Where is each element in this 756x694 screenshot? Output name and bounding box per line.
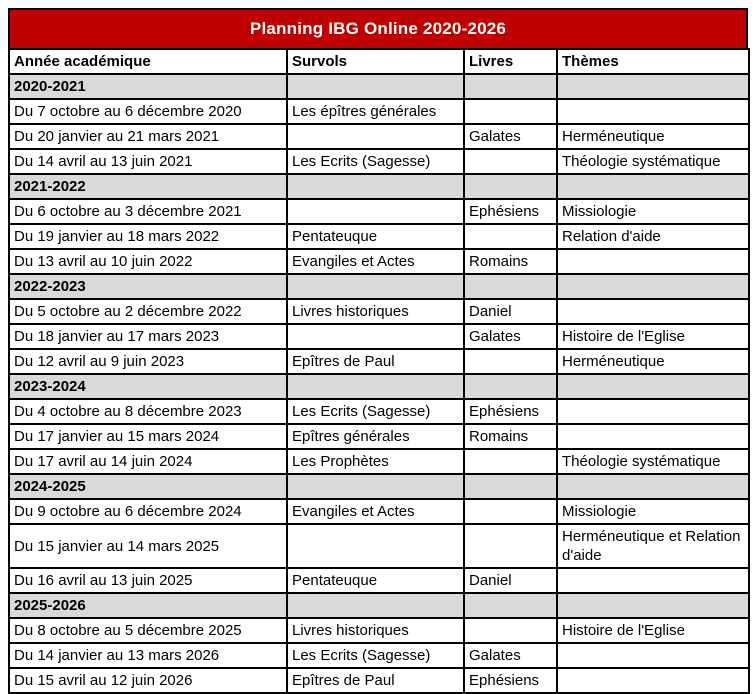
- col-header-annee-academique: Année académique: [9, 49, 287, 74]
- section-year-cell: 2020-2021: [9, 74, 287, 99]
- data-row: [9, 299, 749, 324]
- data-row: [9, 249, 749, 274]
- livre-cell: Ephésiens: [464, 399, 557, 424]
- livre-cell: [464, 149, 557, 174]
- table-title-bar: [8, 8, 748, 48]
- data-row: [9, 618, 749, 643]
- theme-cell: [557, 249, 749, 274]
- survol-cell: Evangiles et Actes: [287, 499, 464, 524]
- theme-cell: [557, 643, 749, 668]
- section-row: [9, 374, 749, 399]
- header-row: [9, 49, 749, 74]
- section-empty-cell: [464, 374, 557, 399]
- section-empty-cell: [557, 593, 749, 618]
- period-cell: Du 4 octobre au 8 décembre 2023: [9, 399, 287, 424]
- period-cell: Du 6 octobre au 3 décembre 2021: [9, 199, 287, 224]
- period-cell: Du 13 avril au 10 juin 2022: [9, 249, 287, 274]
- data-row: [9, 324, 749, 349]
- period-cell: Du 15 avril au 12 juin 2026: [9, 668, 287, 693]
- livre-cell: [464, 499, 557, 524]
- theme-cell: [557, 668, 749, 693]
- theme-cell: Théologie systématique: [557, 149, 749, 174]
- theme-cell: Relation d'aide: [557, 224, 749, 249]
- theme-cell: [557, 399, 749, 424]
- period-cell: Du 19 janvier au 18 mars 2022: [9, 224, 287, 249]
- survol-cell: Les Prophètes: [287, 449, 464, 474]
- period-cell: Du 12 avril au 9 juin 2023: [9, 349, 287, 374]
- section-year-cell: 2022-2023: [9, 274, 287, 299]
- data-row: [9, 124, 749, 149]
- period-cell: Du 17 janvier au 15 mars 2024: [9, 424, 287, 449]
- theme-cell: [557, 568, 749, 593]
- period-cell: Du 8 octobre au 5 décembre 2025: [9, 618, 287, 643]
- livre-cell: [464, 449, 557, 474]
- section-year-cell: 2023-2024: [9, 374, 287, 399]
- data-row: [9, 199, 749, 224]
- livre-cell: Galates: [464, 124, 557, 149]
- survol-cell: Epîtres de Paul: [287, 668, 464, 693]
- livre-cell: [464, 224, 557, 249]
- data-row: [9, 224, 749, 249]
- section-year-cell: 2021-2022: [9, 174, 287, 199]
- data-row: [9, 499, 749, 524]
- data-row: [9, 449, 749, 474]
- theme-cell: Missiologie: [557, 499, 749, 524]
- section-row: [9, 174, 749, 199]
- theme-cell: [557, 424, 749, 449]
- survol-cell: Epîtres de Paul: [287, 349, 464, 374]
- table-title: Planning IBG Online 2020-2026: [249, 19, 507, 38]
- period-cell: Du 18 janvier au 17 mars 2023: [9, 324, 287, 349]
- section-empty-cell: [464, 74, 557, 99]
- survol-cell: Les Ecrits (Sagesse): [287, 149, 464, 174]
- data-row: [9, 643, 749, 668]
- livre-cell: Galates: [464, 643, 557, 668]
- survol-cell: Les Ecrits (Sagesse): [287, 399, 464, 424]
- survol-cell: [287, 199, 464, 224]
- period-cell: Du 14 avril au 13 juin 2021: [9, 149, 287, 174]
- period-cell: Du 9 octobre au 6 décembre 2024: [9, 499, 287, 524]
- section-empty-cell: [464, 593, 557, 618]
- livre-cell: [464, 524, 557, 568]
- section-empty-cell: [464, 174, 557, 199]
- survol-cell: Pentateuque: [287, 224, 464, 249]
- col-header-themes: Thèmes: [557, 49, 749, 74]
- period-cell: Du 15 janvier au 14 mars 2025: [9, 524, 287, 568]
- data-row: [9, 668, 749, 693]
- theme-cell: [557, 99, 749, 124]
- data-row: [9, 99, 749, 124]
- livre-cell: [464, 618, 557, 643]
- theme-cell: Herméneutique et Relation d'aide: [557, 524, 749, 568]
- period-cell: Du 16 avril au 13 juin 2025: [9, 568, 287, 593]
- section-empty-cell: [464, 474, 557, 499]
- section-empty-cell: [557, 174, 749, 199]
- period-cell: Du 14 janvier au 13 mars 2026: [9, 643, 287, 668]
- livre-cell: Romains: [464, 424, 557, 449]
- period-cell: Du 7 octobre au 6 décembre 2020: [9, 99, 287, 124]
- section-empty-cell: [557, 74, 749, 99]
- survol-cell: Livres historiques: [287, 618, 464, 643]
- section-empty-cell: [557, 474, 749, 499]
- section-empty-cell: [287, 593, 464, 618]
- section-empty-cell: [287, 274, 464, 299]
- section-year-cell: 2024-2025: [9, 474, 287, 499]
- data-row: [9, 424, 749, 449]
- theme-cell: Missiologie: [557, 199, 749, 224]
- survol-cell: Epîtres générales: [287, 424, 464, 449]
- section-row: [9, 474, 749, 499]
- section-empty-cell: [287, 74, 464, 99]
- section-empty-cell: [557, 274, 749, 299]
- survol-cell: Les épîtres générales: [287, 99, 464, 124]
- livre-cell: Ephésiens: [464, 199, 557, 224]
- survol-cell: Les Ecrits (Sagesse): [287, 643, 464, 668]
- section-empty-cell: [287, 374, 464, 399]
- survol-cell: [287, 124, 464, 149]
- theme-cell: Histoire de l'Eglise: [557, 324, 749, 349]
- livre-cell: [464, 349, 557, 374]
- survol-cell: [287, 324, 464, 349]
- livre-cell: Daniel: [464, 568, 557, 593]
- section-empty-cell: [557, 374, 749, 399]
- livre-cell: Galates: [464, 324, 557, 349]
- livre-cell: Romains: [464, 249, 557, 274]
- data-row: [9, 349, 749, 374]
- section-row: [9, 274, 749, 299]
- data-row: [9, 149, 749, 174]
- section-row: [9, 593, 749, 618]
- theme-cell: Histoire de l'Eglise: [557, 618, 749, 643]
- survol-cell: Pentateuque: [287, 568, 464, 593]
- period-cell: Du 20 janvier au 21 mars 2021: [9, 124, 287, 149]
- survol-cell: [287, 524, 464, 568]
- livre-cell: Ephésiens: [464, 668, 557, 693]
- livre-cell: Daniel: [464, 299, 557, 324]
- data-row: [9, 524, 749, 568]
- period-cell: Du 5 octobre au 2 décembre 2022: [9, 299, 287, 324]
- col-header-livres: Livres: [464, 49, 557, 74]
- section-empty-cell: [287, 474, 464, 499]
- data-row: [9, 568, 749, 593]
- period-cell: Du 17 avril au 14 juin 2024: [9, 449, 287, 474]
- livre-cell: [464, 99, 557, 124]
- data-row: [9, 399, 749, 424]
- col-header-survols: Survols: [287, 49, 464, 74]
- theme-cell: Théologie systématique: [557, 449, 749, 474]
- theme-cell: Herméneutique: [557, 124, 749, 149]
- theme-cell: [557, 299, 749, 324]
- survol-cell: Livres historiques: [287, 299, 464, 324]
- theme-cell: Herméneutique: [557, 349, 749, 374]
- section-row: [9, 74, 749, 99]
- planning-table: [8, 48, 750, 694]
- section-empty-cell: [464, 274, 557, 299]
- section-year-cell: 2025-2026: [9, 593, 287, 618]
- survol-cell: Evangiles et Actes: [287, 249, 464, 274]
- section-empty-cell: [287, 174, 464, 199]
